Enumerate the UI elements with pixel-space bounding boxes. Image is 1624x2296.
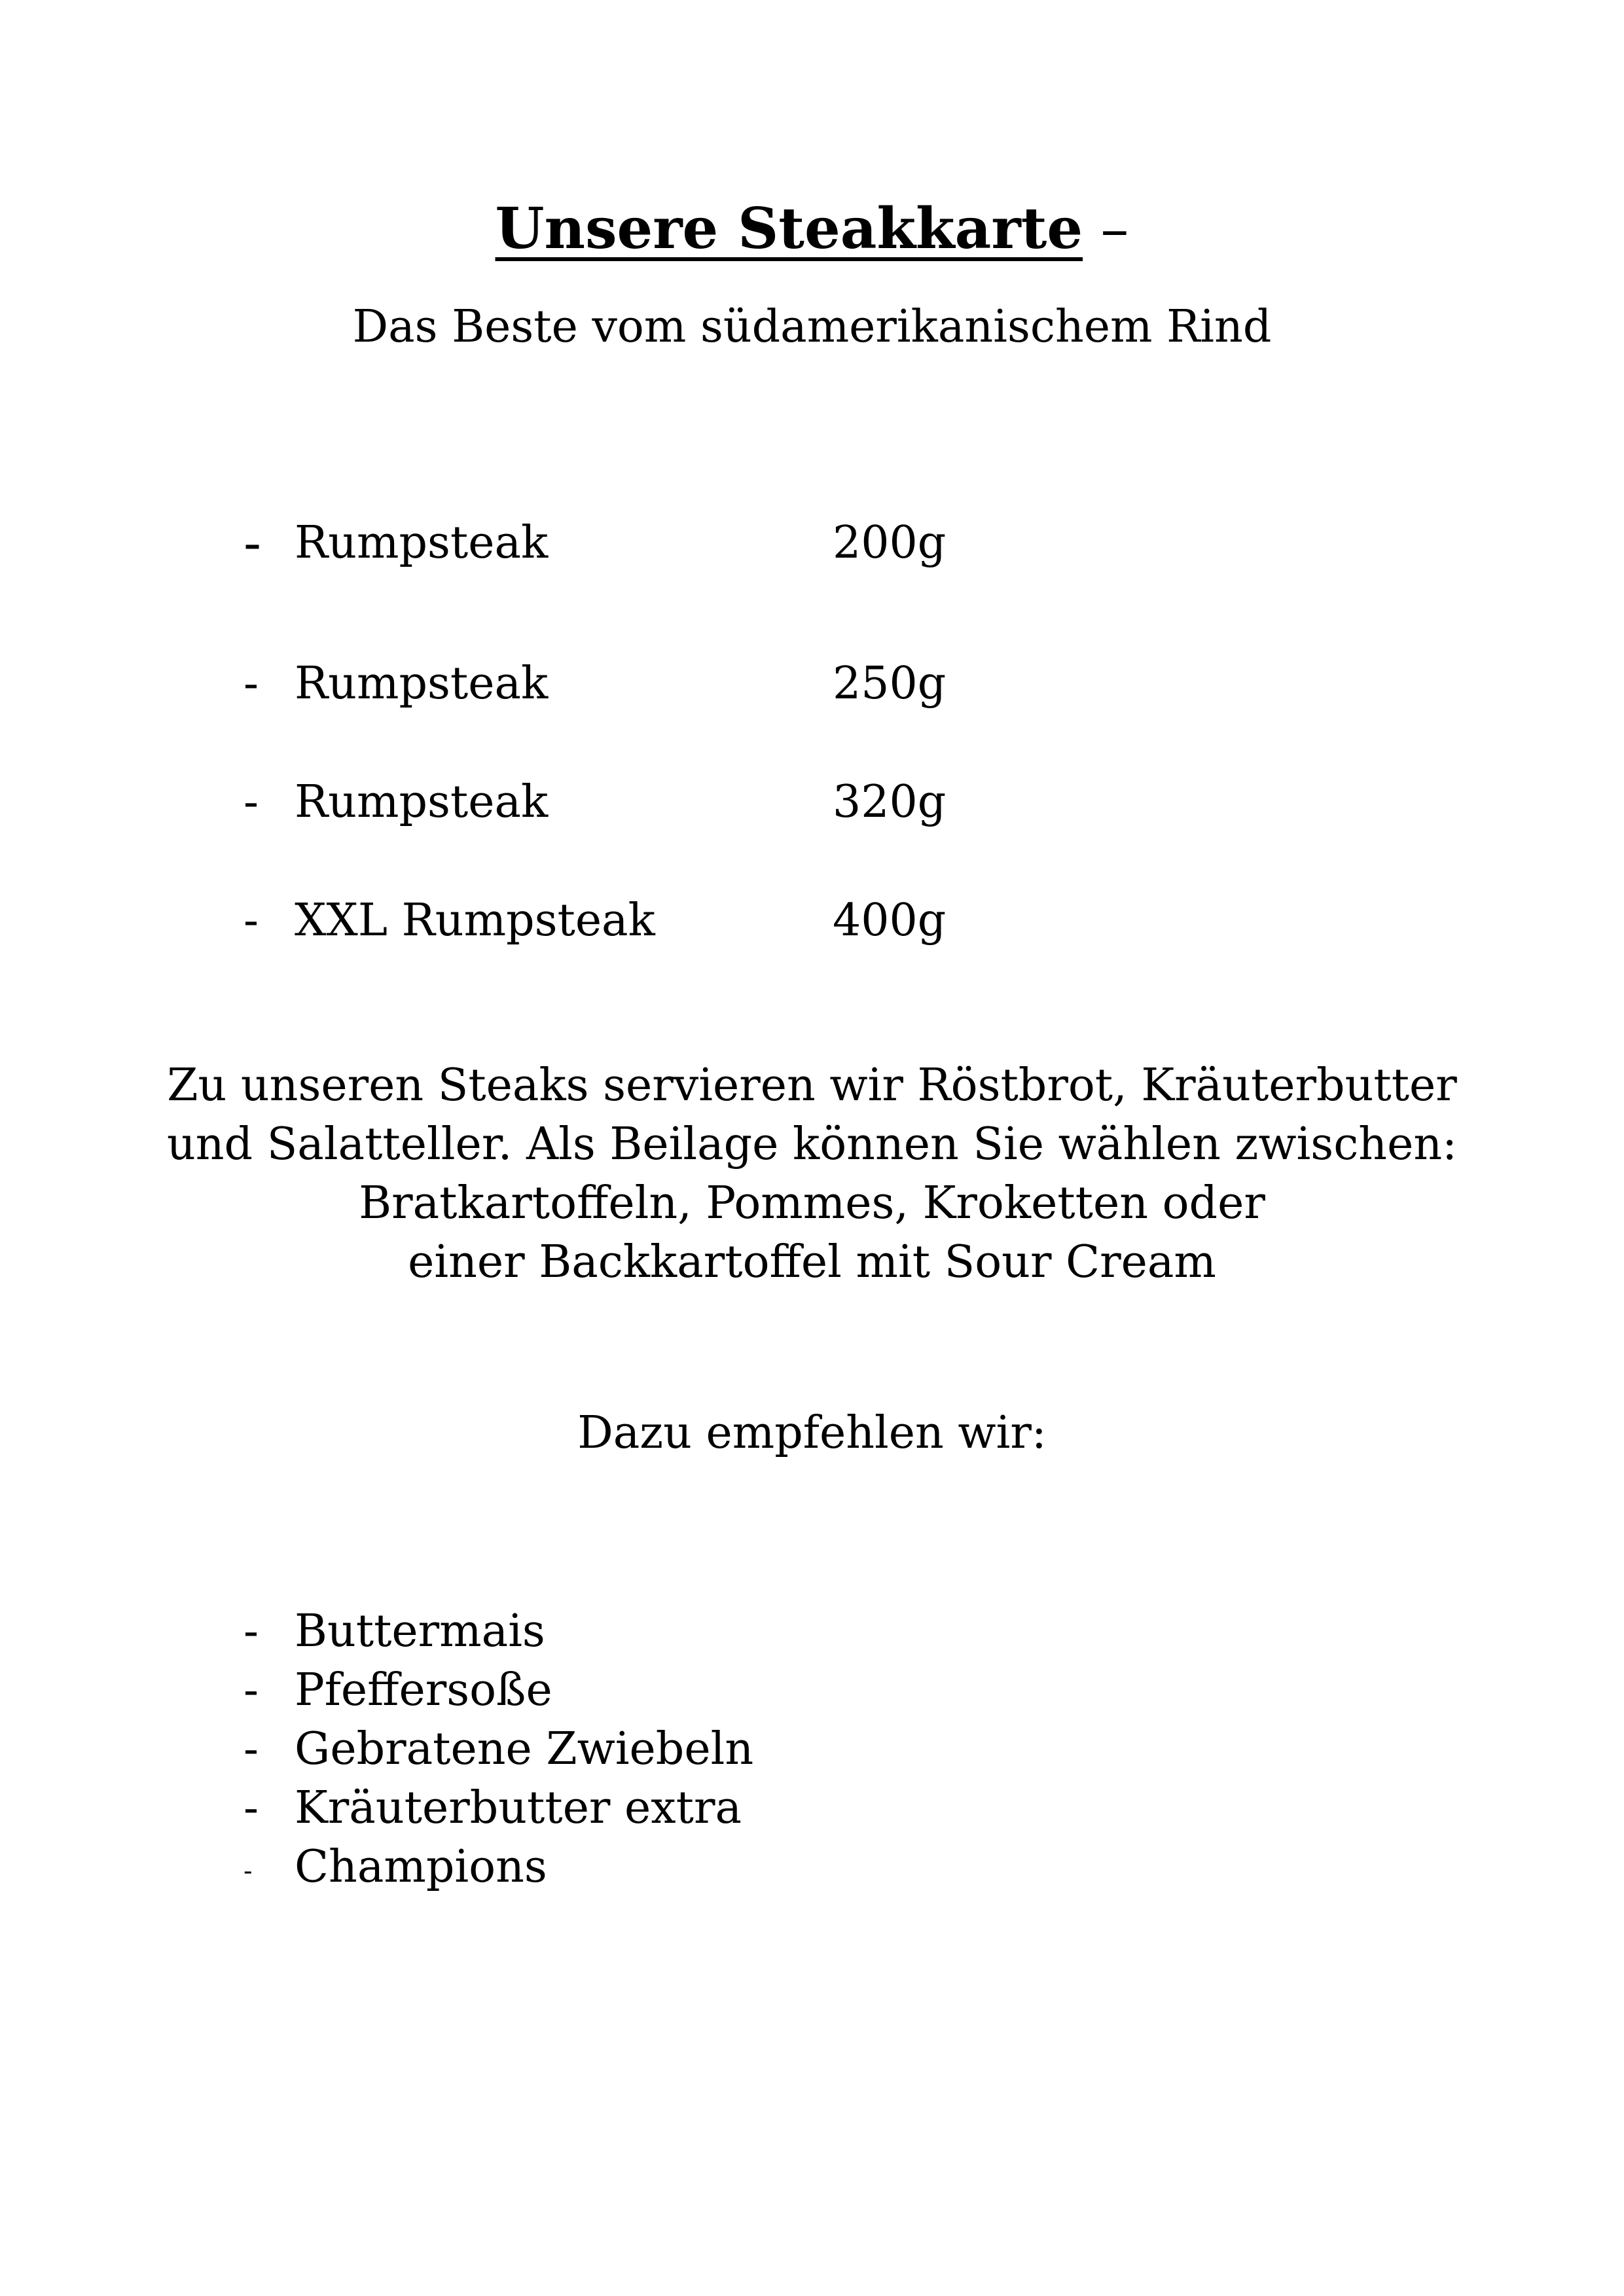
- steak-name: XXL Rumpsteak: [295, 895, 655, 946]
- steak-weight: 400g: [833, 895, 947, 946]
- bullet-dash: -: [244, 658, 259, 709]
- extra-name: Pfeffersoße: [295, 1664, 552, 1716]
- steak-name: Rumpsteak: [295, 776, 549, 828]
- description-line: und Salatteller. Als Beilage können Sie wählen zwischen:: [166, 1119, 1458, 1170]
- menu-subtitle: Das Beste vom südamerikanischem Rind: [352, 301, 1272, 353]
- steak-weight: 320g: [833, 776, 947, 828]
- description-line: Bratkartoffeln, Pommes, Kroketten oder: [359, 1177, 1265, 1229]
- bullet-dash: -: [244, 512, 262, 573]
- extra-name: Buttermais: [295, 1605, 545, 1657]
- bullet-dash: -: [244, 1664, 259, 1716]
- bullet-dash: -: [244, 776, 259, 828]
- extra-name: Kräuterbutter extra: [295, 1782, 742, 1834]
- bullet-dash: -: [244, 1723, 259, 1775]
- extra-name: Champions: [295, 1841, 547, 1893]
- bullet-dash: -: [244, 1605, 259, 1657]
- bullet-dash: -: [244, 895, 259, 946]
- menu-title: [0, 190, 1624, 268]
- steak-weight: 250g: [833, 658, 947, 709]
- menu-title-dash: –: [1083, 196, 1129, 262]
- bullet-dash: -: [244, 1782, 259, 1834]
- bullet-dash: -: [244, 1856, 253, 1886]
- sides-description: [0, 1056, 1624, 1292]
- steak-name: Rumpsteak: [295, 517, 549, 569]
- menu-title-main: Unsere Steakkarte: [495, 196, 1083, 262]
- steak-weight: 200g: [833, 517, 947, 569]
- description-line: einer Backkartoffel mit Sour Cream: [408, 1236, 1216, 1288]
- recommend-heading: Dazu empfehlen wir:: [577, 1407, 1047, 1459]
- extra-name: Gebratene Zwiebeln: [295, 1723, 754, 1775]
- description-line: Zu unseren Steaks servieren wir Röstbrot, Kräuterbutter: [167, 1060, 1457, 1111]
- steak-name: Rumpsteak: [295, 658, 549, 709]
